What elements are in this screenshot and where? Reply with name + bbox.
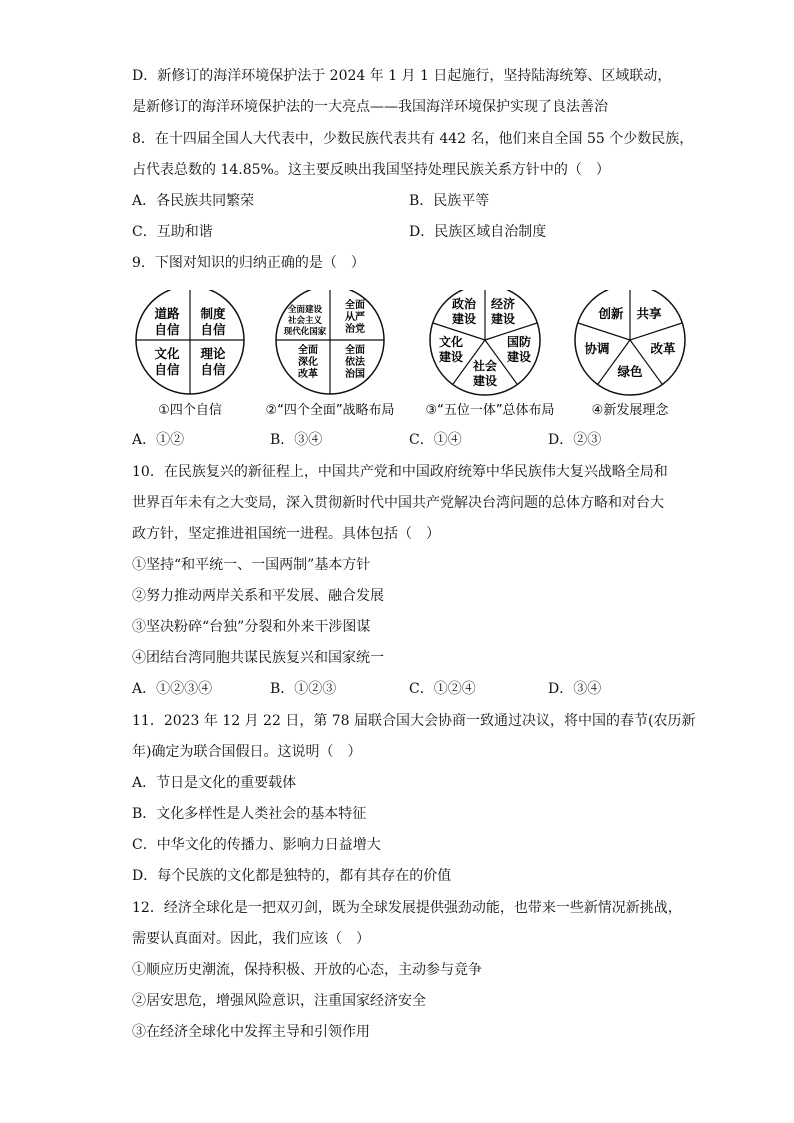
d3-seg-society-b: 建设 (472, 374, 498, 388)
d2-seg-party-c: 治党 (345, 324, 365, 335)
q9-option-c[interactable]: C．①④ (409, 432, 462, 448)
q10-item-4: ④团结台湾同胞共谋民族复兴和国家统一 (132, 650, 384, 666)
d4-seg-sharing: 共享 (636, 306, 662, 321)
q10-option-d[interactable]: D．③④ (548, 681, 602, 697)
d4-seg-coordination: 协调 (584, 341, 610, 356)
d1-seg-culture-b: 自信 (154, 362, 180, 377)
q8-option-d[interactable]: D．民族区域自治制度 (409, 224, 547, 240)
d3-seg-defense-a: 国防 (506, 335, 532, 349)
d2-seg-reform-b: 深化 (298, 357, 318, 368)
d3-caption: ③“五位一体”总体布局 (425, 403, 555, 418)
q11-stem-line1: 11．2023 年 12 月 22 日，第 78 届联合国大会协商一致通过决议，将中国的春节(农历新 (132, 713, 696, 729)
d1-seg-theory-b: 自信 (200, 362, 226, 377)
d2-caption: ②“四个全面”战略布局 (265, 403, 395, 418)
d1-seg-culture-a: 文化 (154, 346, 180, 361)
q9-option-a[interactable]: A．①② (132, 432, 185, 448)
d1-seg-road-a: 道路 (154, 306, 180, 321)
d4-caption: ④新发展理念 (591, 403, 669, 418)
d2-seg-law-c: 治国 (345, 369, 365, 380)
d3-seg-defense-b: 建设 (506, 350, 532, 364)
q10-option-c[interactable]: C．①②④ (409, 681, 476, 697)
q11-option-d[interactable]: D．每个民族的文化都是独特的，都有其存在的价值 (132, 868, 452, 884)
q7-option-d-line2: 是新修订的海洋环境保护法的一大亮点——我国海洋环境保护实现了良法善治 (132, 99, 608, 115)
d3-seg-culture-a: 文化 (438, 335, 464, 349)
d3-seg-politics-b: 建设 (451, 312, 477, 326)
d2-seg-modern-b: 社会主义 (287, 316, 323, 326)
d1-seg-theory-a: 理论 (200, 346, 226, 361)
d2-seg-law-b: 依法 (345, 357, 365, 368)
q9-stem: 9．下图对知识的归纳正确的是（ ） (132, 255, 365, 271)
q12-stem-line2: 需要认真面对。因此，我们应该（ ） (132, 931, 370, 947)
q12-item-2: ②居安思危，增强风险意识，注重国家经济安全 (132, 993, 426, 1009)
q11-option-c[interactable]: C．中华文化的传播力、影响力日益增大 (132, 837, 381, 853)
d4-seg-reform: 改革 (650, 341, 676, 356)
d1-seg-road-b: 自信 (154, 322, 180, 337)
q8-stem-line2: 占代表总数的 14.85%。这主要反映出我国坚持处理民族关系方针中的（ ） (132, 162, 610, 178)
q11-option-b[interactable]: B．文化多样性是人类社会的基本特征 (132, 806, 367, 822)
q9-option-b[interactable]: B．③④ (270, 432, 323, 448)
q8-stem-line1: 8．在十四届全国人大代表中，少数民族代表共有 442 名，他们来自全国 55 个少数民族， (132, 131, 694, 147)
d3-seg-politics-a: 政治 (451, 297, 477, 311)
d2-seg-party-b: 从严 (345, 312, 365, 323)
d2-seg-modern-a: 全面建设 (287, 305, 323, 315)
q10-item-1: ①坚持“和平统一、一国两制”基本方针 (132, 557, 371, 573)
d1-caption: ①四个自信 (158, 403, 222, 418)
d2-seg-reform-a: 全面 (298, 345, 318, 356)
d2-seg-reform-c: 改革 (298, 369, 318, 380)
d4-seg-innovation: 创新 (598, 306, 624, 321)
q10-item-2: ②努力推动两岸关系和平发展、融合发展 (132, 588, 384, 604)
diagram-new-development (575, 290, 685, 418)
q8-option-a[interactable]: A．各民族共同繁荣 (132, 193, 255, 209)
d3-seg-society-a: 社会 (472, 359, 498, 373)
q8-option-c[interactable]: C．互助和谐 (132, 224, 213, 240)
d4-seg-green: 绿色 (617, 364, 643, 379)
q12-item-3: ③在经济全球化中发挥主导和引领作用 (132, 1024, 370, 1040)
q10-option-a[interactable]: A．①②③④ (132, 681, 213, 697)
q10-option-b[interactable]: B．①②③ (270, 681, 337, 697)
q12-stem-line1: 12．经济全球化是一把双刃剑，既为全球发展提供强劲动能，也带来一些新情况新挑战， (132, 900, 682, 916)
q10-stem-line3: 政方针，坚定推进祖国统一进程。具体包括（ ） (132, 526, 440, 542)
d1-seg-system-b: 自信 (200, 322, 226, 337)
q9-option-d[interactable]: D．②③ (548, 432, 602, 448)
diagram-five-in-one (425, 290, 554, 418)
diagram-four-comprehensives (265, 290, 394, 418)
d3-seg-culture-b: 建设 (438, 350, 464, 364)
q12-item-1: ①顺应历史潮流，保持积极、开放的心态，主动参与竞争 (132, 962, 482, 978)
q9-diagrams (130, 290, 690, 420)
q11-stem-line2: 年)确定为联合国假日。这说明（ ） (132, 744, 362, 760)
q10-stem-line1: 10．在民族复兴的新征程上，中国共产党和中国政府统筹中华民族伟大复兴战略全局和 (132, 464, 668, 480)
d3-seg-economy-a: 经济 (490, 297, 516, 311)
d3-seg-economy-b: 建设 (490, 312, 516, 326)
q10-item-3: ③坚决粉碎“台独”分裂和外来干涉图谋 (132, 619, 371, 635)
q8-option-b[interactable]: B．民族平等 (409, 193, 490, 209)
q7-option-d-line1: D．新修订的海洋环境保护法于 2024 年 1 月 1 日起施行，坚持陆海统筹、区域联动， (132, 68, 672, 84)
diagram-four-confidences (136, 290, 244, 418)
q10-stem-line2: 世界百年未有之大变局，深入贯彻新时代中国共产党解决台湾问题的总体方略和对台大 (132, 495, 664, 511)
d1-seg-system-a: 制度 (200, 306, 226, 321)
d2-seg-law-a: 全面 (345, 345, 365, 356)
d2-seg-party-a: 全面 (345, 300, 365, 311)
d2-seg-modern-c: 现代化国家 (283, 327, 327, 337)
q11-option-a[interactable]: A．节日是文化的重要载体 (132, 775, 297, 791)
